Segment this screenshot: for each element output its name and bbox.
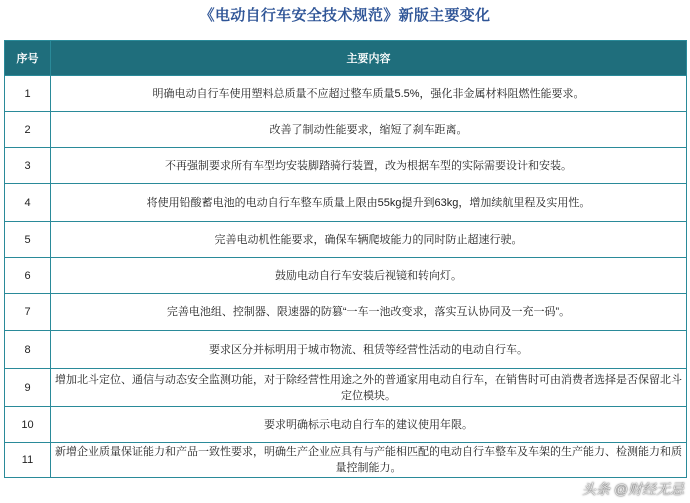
row-content: 完善电池组、控制器、限速器的防篡“一车一池改变求，落实互认协同及一充一码”。	[51, 294, 687, 331]
row-number: 1	[5, 76, 51, 112]
row-number: 8	[5, 331, 51, 369]
row-number: 4	[5, 184, 51, 222]
changes-table	[4, 40, 687, 478]
table-row	[5, 184, 687, 222]
table-row	[5, 407, 687, 443]
row-content: 增加北斗定位、通信与动态安全监测功能，对于除经营性用途之外的普通家用电动自行车，在销售时可由消费者选择是否保留北斗定位模块。	[51, 369, 687, 407]
table-row	[5, 443, 687, 478]
table-row	[5, 258, 687, 294]
table-row	[5, 294, 687, 331]
row-content: 将使用铅酸蓄电池的电动自行车整车质量上限由55kg提升到63kg，增加续航里程及实用性。	[51, 184, 687, 222]
row-number: 11	[5, 443, 51, 478]
table-row	[5, 148, 687, 184]
table-row	[5, 222, 687, 258]
watermark: 头条 @财经无忌	[581, 481, 684, 497]
table-header-row	[5, 41, 687, 76]
row-content: 明确电动自行车使用塑料总质量不应超过整车质量5.5%，强化非金属材料阻燃性能要求。	[51, 76, 687, 112]
row-number: 5	[5, 222, 51, 258]
row-content: 新增企业质量保证能力和产品一致性要求，明确生产企业应具有与产能相匹配的电动自行车整车及车架的生产能力、检测能力和质量控制能力。	[51, 443, 687, 478]
header-main-content: 主要内容	[51, 41, 687, 76]
row-content: 鼓励电动自行车安装后视镜和转向灯。	[51, 258, 687, 294]
table-row	[5, 112, 687, 148]
table-row	[5, 331, 687, 369]
row-number: 2	[5, 112, 51, 148]
row-content: 不再强制要求所有车型均安装脚踏骑行装置，改为根据车型的实际需要设计和安装。	[51, 148, 687, 184]
row-content: 完善电动机性能要求，确保车辆爬坡能力的同时防止超速行驶。	[51, 222, 687, 258]
row-content: 改善了制动性能要求，缩短了刹车距离。	[51, 112, 687, 148]
row-content: 要求明确标示电动自行车的建议使用年限。	[51, 407, 687, 443]
table-row	[5, 76, 687, 112]
page-title: 《电动自行车安全技术规范》新版主要变化	[199, 7, 491, 24]
table-row	[5, 369, 687, 407]
row-number: 6	[5, 258, 51, 294]
row-content: 要求区分并标明用于城市物流、租赁等经营性活动的电动自行车。	[51, 331, 687, 369]
row-number: 3	[5, 148, 51, 184]
row-number: 9	[5, 369, 51, 407]
row-number: 7	[5, 294, 51, 331]
header-serial-number: 序号	[5, 41, 51, 76]
row-number: 10	[5, 407, 51, 443]
